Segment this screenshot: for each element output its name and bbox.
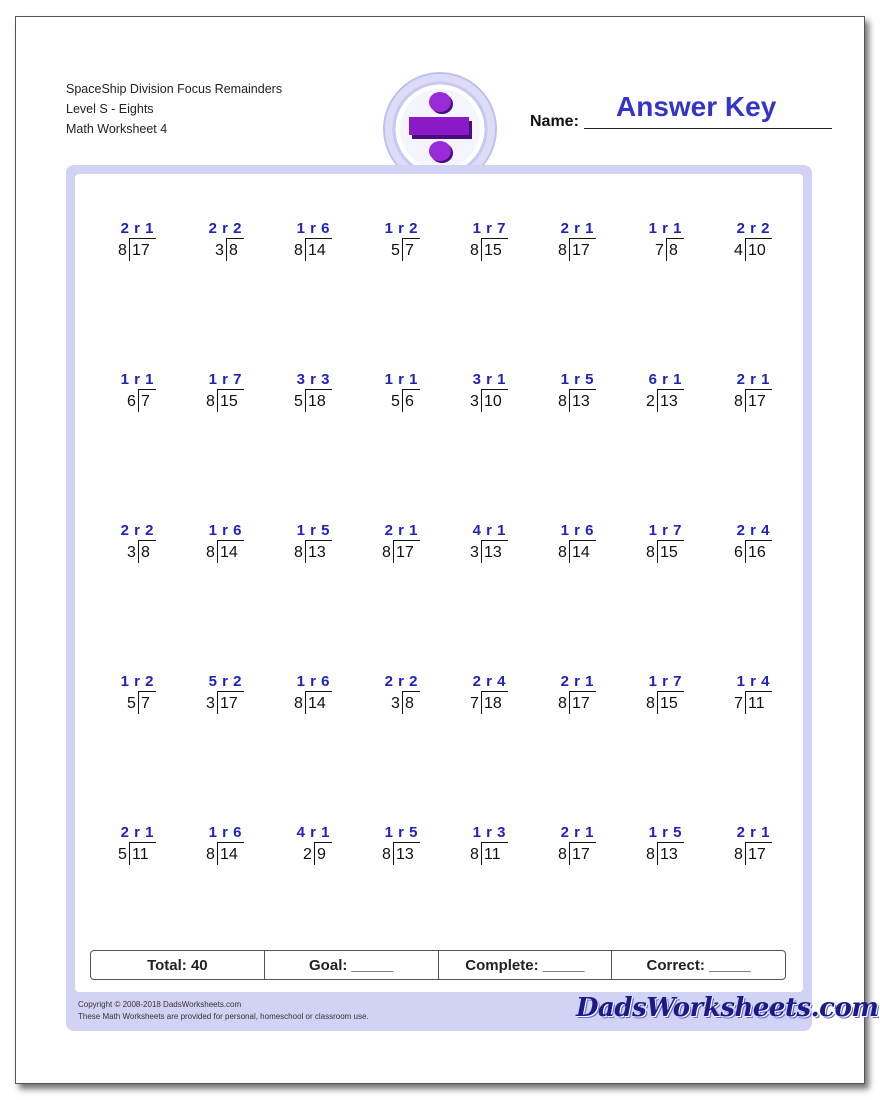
- dividend: 13: [572, 393, 590, 410]
- division-problem: [539, 371, 619, 421]
- quotient-answer: 1 r 7: [208, 371, 242, 388]
- division-problem: [451, 371, 531, 421]
- divisor: 3: [127, 544, 136, 561]
- quotient-answer: 2 r 2: [736, 220, 770, 237]
- dividend: 11: [484, 846, 501, 863]
- quotient-answer: 1 r 1: [384, 371, 418, 388]
- goal-cell[interactable]: Goal: _____: [265, 951, 439, 979]
- divisor: 8: [734, 846, 743, 863]
- division-problem: [627, 522, 707, 572]
- name-label: Name:: [530, 113, 579, 130]
- division-problem: [715, 824, 795, 874]
- divisor: 8: [382, 544, 391, 561]
- quotient-answer: 5 r 2: [208, 673, 242, 690]
- division-problem: [99, 824, 179, 874]
- division-problem: [275, 824, 355, 874]
- divisor: 3: [215, 242, 224, 259]
- dividend: 8: [229, 242, 238, 259]
- divisor: 8: [470, 242, 479, 259]
- divisor: 8: [558, 242, 567, 259]
- quotient-answer: 2 r 2: [120, 522, 154, 539]
- quotient-answer: 6 r 1: [648, 371, 682, 388]
- divisor: 3: [391, 695, 400, 712]
- division-problem: [451, 824, 531, 874]
- worksheet-header: [66, 79, 282, 139]
- quotient-answer: 1 r 2: [120, 673, 154, 690]
- copyright-line: Copyright © 2008-2018 DadsWorksheets.com: [78, 1000, 242, 1009]
- dividend: 18: [308, 393, 326, 410]
- quotient-answer: 1 r 5: [560, 371, 594, 388]
- dividend: 17: [572, 242, 590, 259]
- quotient-answer: 2 r 2: [384, 673, 418, 690]
- dividend: 7: [141, 393, 150, 410]
- problem-grid: [75, 174, 803, 992]
- quotient-answer: 1 r 6: [296, 220, 330, 237]
- copyright-notice: [78, 999, 369, 1023]
- divisor: 8: [294, 695, 303, 712]
- division-problem: [99, 673, 179, 723]
- quotient-answer: 2 r 1: [120, 824, 154, 841]
- divisor: 5: [127, 695, 136, 712]
- division-problem: [275, 220, 355, 270]
- dividend: 17: [220, 695, 238, 712]
- divisor: 8: [206, 393, 215, 410]
- divisor: 5: [391, 393, 400, 410]
- divisor: 7: [734, 695, 743, 712]
- quotient-answer: 1 r 5: [648, 824, 682, 841]
- divisor: 8: [206, 544, 215, 561]
- quotient-answer: 2 r 1: [560, 673, 594, 690]
- dividend: 8: [669, 242, 678, 259]
- quotient-answer: 1 r 4: [736, 673, 770, 690]
- complete-cell[interactable]: Complete: _____: [439, 951, 613, 979]
- dividend: 13: [660, 393, 678, 410]
- dividend: 11: [132, 846, 149, 863]
- dividend: 13: [484, 544, 502, 561]
- quotient-answer: 1 r 6: [208, 824, 242, 841]
- quotient-answer: 1 r 1: [648, 220, 682, 237]
- quotient-answer: 1 r 6: [560, 522, 594, 539]
- division-problem: [715, 673, 795, 723]
- usage-line: These Math Worksheets are provided for personal, homeschool or classroom use.: [78, 1012, 369, 1021]
- dividend: 14: [220, 846, 238, 863]
- division-problem: [187, 824, 267, 874]
- divisor: 6: [734, 544, 743, 561]
- divisor: 8: [294, 242, 303, 259]
- quotient-answer: 2 r 1: [384, 522, 418, 539]
- division-problem: [363, 522, 443, 572]
- dividend: 17: [572, 846, 590, 863]
- division-problem: [539, 522, 619, 572]
- division-problem: [539, 824, 619, 874]
- quotient-answer: 1 r 6: [296, 673, 330, 690]
- division-problem: [363, 673, 443, 723]
- problem-frame: [66, 165, 812, 1031]
- division-problem: [451, 220, 531, 270]
- dividend: 17: [748, 846, 766, 863]
- divisor: 8: [734, 393, 743, 410]
- quotient-answer: 1 r 6: [208, 522, 242, 539]
- divisor: 3: [470, 544, 479, 561]
- divisor: 4: [734, 242, 743, 259]
- brand-logo: DadsWorksheets.com: [576, 993, 879, 1023]
- quotient-answer: 2 r 4: [472, 673, 506, 690]
- dividend: 8: [141, 544, 150, 561]
- quotient-answer: 3 r 3: [296, 371, 330, 388]
- dividend: 7: [405, 242, 414, 259]
- division-problem: [715, 371, 795, 421]
- divisor: 7: [655, 242, 664, 259]
- divisor: 8: [558, 393, 567, 410]
- quotient-answer: 1 r 5: [296, 522, 330, 539]
- dividend: 17: [132, 242, 150, 259]
- divisor: 6: [127, 393, 136, 410]
- name-field[interactable]: [584, 128, 832, 129]
- division-problem: [187, 371, 267, 421]
- dividend: 17: [396, 544, 414, 561]
- worksheet-title: SpaceShip Division Focus Remainders: [66, 82, 283, 96]
- divisor: 2: [646, 393, 655, 410]
- worksheet-level: Level S - Eights: [66, 102, 154, 116]
- dividend: 14: [308, 242, 326, 259]
- dividend: 9: [317, 846, 326, 863]
- division-problem: [715, 522, 795, 572]
- divisor: 8: [294, 544, 303, 561]
- dividend: 13: [396, 846, 414, 863]
- dividend: 13: [660, 846, 678, 863]
- total-cell: Total: 40: [91, 951, 265, 979]
- quotient-answer: 1 r 7: [648, 522, 682, 539]
- division-problem: [715, 220, 795, 270]
- division-problem: [187, 522, 267, 572]
- dividend: 14: [572, 544, 590, 561]
- division-problem: [363, 220, 443, 270]
- dividend: 11: [748, 695, 765, 712]
- divisor: 5: [294, 393, 303, 410]
- quotient-answer: 1 r 7: [472, 220, 506, 237]
- dividend: 13: [308, 544, 326, 561]
- quotient-answer: 3 r 1: [472, 371, 506, 388]
- divisor: 5: [391, 242, 400, 259]
- dividend: 15: [660, 544, 678, 561]
- dividend: 18: [484, 695, 502, 712]
- division-problem: [627, 371, 707, 421]
- division-problem: [275, 371, 355, 421]
- dividend: 15: [660, 695, 678, 712]
- dividend: 14: [308, 695, 326, 712]
- dividend: 8: [405, 695, 414, 712]
- division-problem: [187, 220, 267, 270]
- dividend: 14: [220, 544, 238, 561]
- division-problem: [99, 371, 179, 421]
- division-problem: [539, 220, 619, 270]
- quotient-answer: 2 r 2: [208, 220, 242, 237]
- division-problem: [99, 220, 179, 270]
- division-problem: [275, 673, 355, 723]
- division-problem: [99, 522, 179, 572]
- dividend: 10: [748, 242, 766, 259]
- quotient-answer: 2 r 1: [120, 220, 154, 237]
- worksheet-page: [15, 16, 879, 1084]
- worksheet-number: Math Worksheet 4: [66, 122, 168, 136]
- score-table: [90, 950, 786, 980]
- quotient-answer: 2 r 1: [560, 220, 594, 237]
- divisor: 8: [646, 695, 655, 712]
- divisor: 8: [558, 544, 567, 561]
- quotient-answer: 1 r 7: [648, 673, 682, 690]
- divisor: 5: [118, 846, 127, 863]
- dividend: 10: [484, 393, 502, 410]
- quotient-answer: 1 r 2: [384, 220, 418, 237]
- divisor: 8: [558, 695, 567, 712]
- quotient-answer: 1 r 3: [472, 824, 506, 841]
- quotient-answer: 2 r 1: [736, 371, 770, 388]
- divisor: 8: [646, 846, 655, 863]
- answer-key-title: Answer Key: [616, 91, 777, 122]
- dividend: 17: [748, 393, 766, 410]
- divisor: 8: [206, 846, 215, 863]
- division-problem: [451, 673, 531, 723]
- dividend: 6: [405, 393, 414, 410]
- quotient-answer: 1 r 5: [384, 824, 418, 841]
- division-problem: [451, 522, 531, 572]
- division-problem: [363, 371, 443, 421]
- division-problem: [363, 824, 443, 874]
- dividend: 15: [220, 393, 238, 410]
- divisor: 8: [558, 846, 567, 863]
- division-problem: [275, 522, 355, 572]
- dividend: 16: [748, 544, 766, 561]
- division-problem: [627, 220, 707, 270]
- divisor: 8: [118, 242, 127, 259]
- divisor: 8: [382, 846, 391, 863]
- divisor: 8: [470, 846, 479, 863]
- divisor: 8: [646, 544, 655, 561]
- quotient-answer: 2 r 1: [736, 824, 770, 841]
- divisor: 3: [470, 393, 479, 410]
- dividend: 17: [572, 695, 590, 712]
- division-problem: [627, 673, 707, 723]
- quotient-answer: 1 r 1: [120, 371, 154, 388]
- dividend: 7: [141, 695, 150, 712]
- division-problem: [539, 673, 619, 723]
- quotient-answer: 4 r 1: [472, 522, 506, 539]
- divisor: 3: [206, 695, 215, 712]
- correct-cell[interactable]: Correct: _____: [646, 956, 751, 974]
- divisor: 2: [303, 846, 312, 863]
- quotient-answer: 2 r 1: [560, 824, 594, 841]
- divisor: 7: [470, 695, 479, 712]
- division-problem: [627, 824, 707, 874]
- division-problem: [187, 673, 267, 723]
- dividend: 15: [484, 242, 502, 259]
- quotient-answer: 4 r 1: [296, 824, 330, 841]
- quotient-answer: 2 r 4: [736, 522, 770, 539]
